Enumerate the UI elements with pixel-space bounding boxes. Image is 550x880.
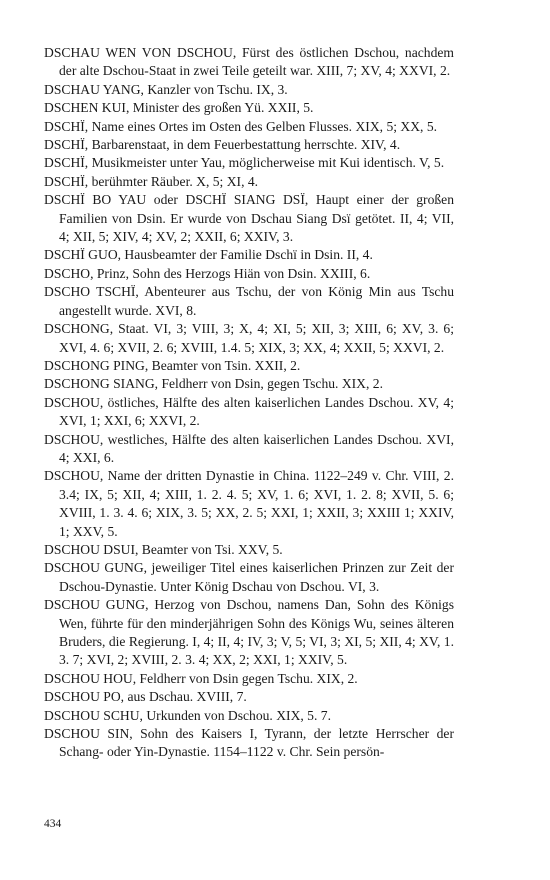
page-number: 434 [44,818,62,830]
index-entry: DSCHOU, östliches, Hälfte des alten kaiserlichen Landes Dschou. XV, 4; XVI, 1; XXI, 6; XXVI, 2. [44,394,454,429]
index-entry: DSCHOU GUNG, jeweiliger Titel eines kaiserlichen Prinzen zur Zeit der Dschou-Dynastie. Unter König Dschau von Dschou. VI, 3. [44,560,454,594]
index-entry: DSCHOU SCHU, Urkunden von Dschou. XIX, 5. 7. [44,707,331,723]
index-entry: DSCHO, Prinz, Sohn des Herzogs Hiän von Dsin. XXIII, 6. [44,265,371,281]
index-entry: DSCHÏ GUO, Hausbeamter der Familie Dschï in Dsin. II, 4. [44,247,373,263]
index-entry: DSCHOU SIN, Sohn des Kaisers I, Tyrann, der letzte Herrscher der Schang- oder Yin-Dynastie. 1154–1122 v. Chr. Sein persön- [44,726,454,760]
index-entry: DSCHAU WEN VON DSCHOU, Fürst des östlichen Dschou, nachdem der alte Dschou-Staat in zwei Teile geteilt war. XIII, 7; XV, 4; XXVI, 2. [44,45,454,79]
index-entry: DSCHONG PING, Beamter von Tsin. XXII, 2. [44,357,301,373]
index-entry: DSCHO TSCHÏ, Abenteurer aus Tschu, der von König Min aus Tschu angestellt wurde. XVI, 8. [44,284,454,318]
index-entry: DSCHONG SIANG, Feldherr von Dsin, gegen Tschu. XIX, 2. [44,376,383,392]
index-page [44,44,454,762]
index-entry: DSCHOU, westliches, Hälfte des alten kaiserlichen Landes Dschou. XVI, 4; XXI, 6. [44,431,454,465]
index-entry: DSCHÏ, Barbarenstaat, in dem Feuerbestattung herrschte. XIV, 4. [44,137,401,153]
index-entry: DSCHAU YANG, Kanzler von Tschu. IX, 3. [44,81,288,97]
index-entry: DSCHEN KUI, Minister des großen Yü. XXII, 5. [44,100,314,116]
index-entry: DSCHOU DSUI, Beamter von Tsi. XXV, 5. [44,541,283,557]
index-entry: DSCHONG, Staat. VI, 3; VIII, 3; X, 4; XI, 5; XII, 3; XIII, 6; XV, 3. 6; XVI, 4. 6; XVII, 2. 6; XVIII, 1.4. 5; XIX, 3; XX, 4; XXII, 5; XXVI, 2. [44,321,454,355]
index-entry: DSCHOU PO, aus Dschau. XVIII, 7. [44,689,247,705]
index-entry: DSCHOU HOU, Feldherr von Dsin gegen Tschu. XIX, 2. [44,670,358,686]
index-entry: DSCHÏ, Musikmeister unter Yau, möglicherweise mit Kui identisch. V, 5. [44,155,445,171]
index-entry: DSCHÏ, berühmter Räuber. X, 5; XI, 4. [44,173,259,189]
index-entry: DSCHÏ BO YAU oder DSCHÏ SIANG DSÏ, Haupt einer der großen Familien von Dsin. Er wurde von Dschau Siang Dsï getötet. II, 4; VII, 4; XII, 5; XIV, 4; XV, 2; XXII, 6; XXIV, 3. [44,192,454,245]
index-entry: DSCHÏ, Name eines Ortes im Osten des Gelben Flusses. XIX, 5; XX, 5. [44,118,438,134]
index-entry: DSCHOU, Name der dritten Dynastie in China. 1122–249 v. Chr. VIII, 2. 3.4; IX, 5; XII, 4; XIII, 1. 2. 4. 5; XV, 1. 6; XVI, 1. 2. 8; XVII, 5. 6; XVIII, 1. 3. 4. 6; XIX, 3. 5; XX, 2. 5; XXI, 1; XXII, 3; XXIII 1; XXIV, 1; XXV, 5. [44,468,454,539]
index-entry: DSCHOU GUNG, Herzog von Dschou, namens Dan, Sohn des Königs Wen, führte für den minderjährigen Sohn des Königs Wu, seines älteren Bruders, die Regierung. I, 4; II, 4; IV, 3; V, 5; VI, 3; XI, 5; XII, 4; XV, 1. 3. 7; XVI, 2; XVIII, 2. 3. 4; XX, 2; XXI, 1; XXIV, 5. [44,597,454,668]
